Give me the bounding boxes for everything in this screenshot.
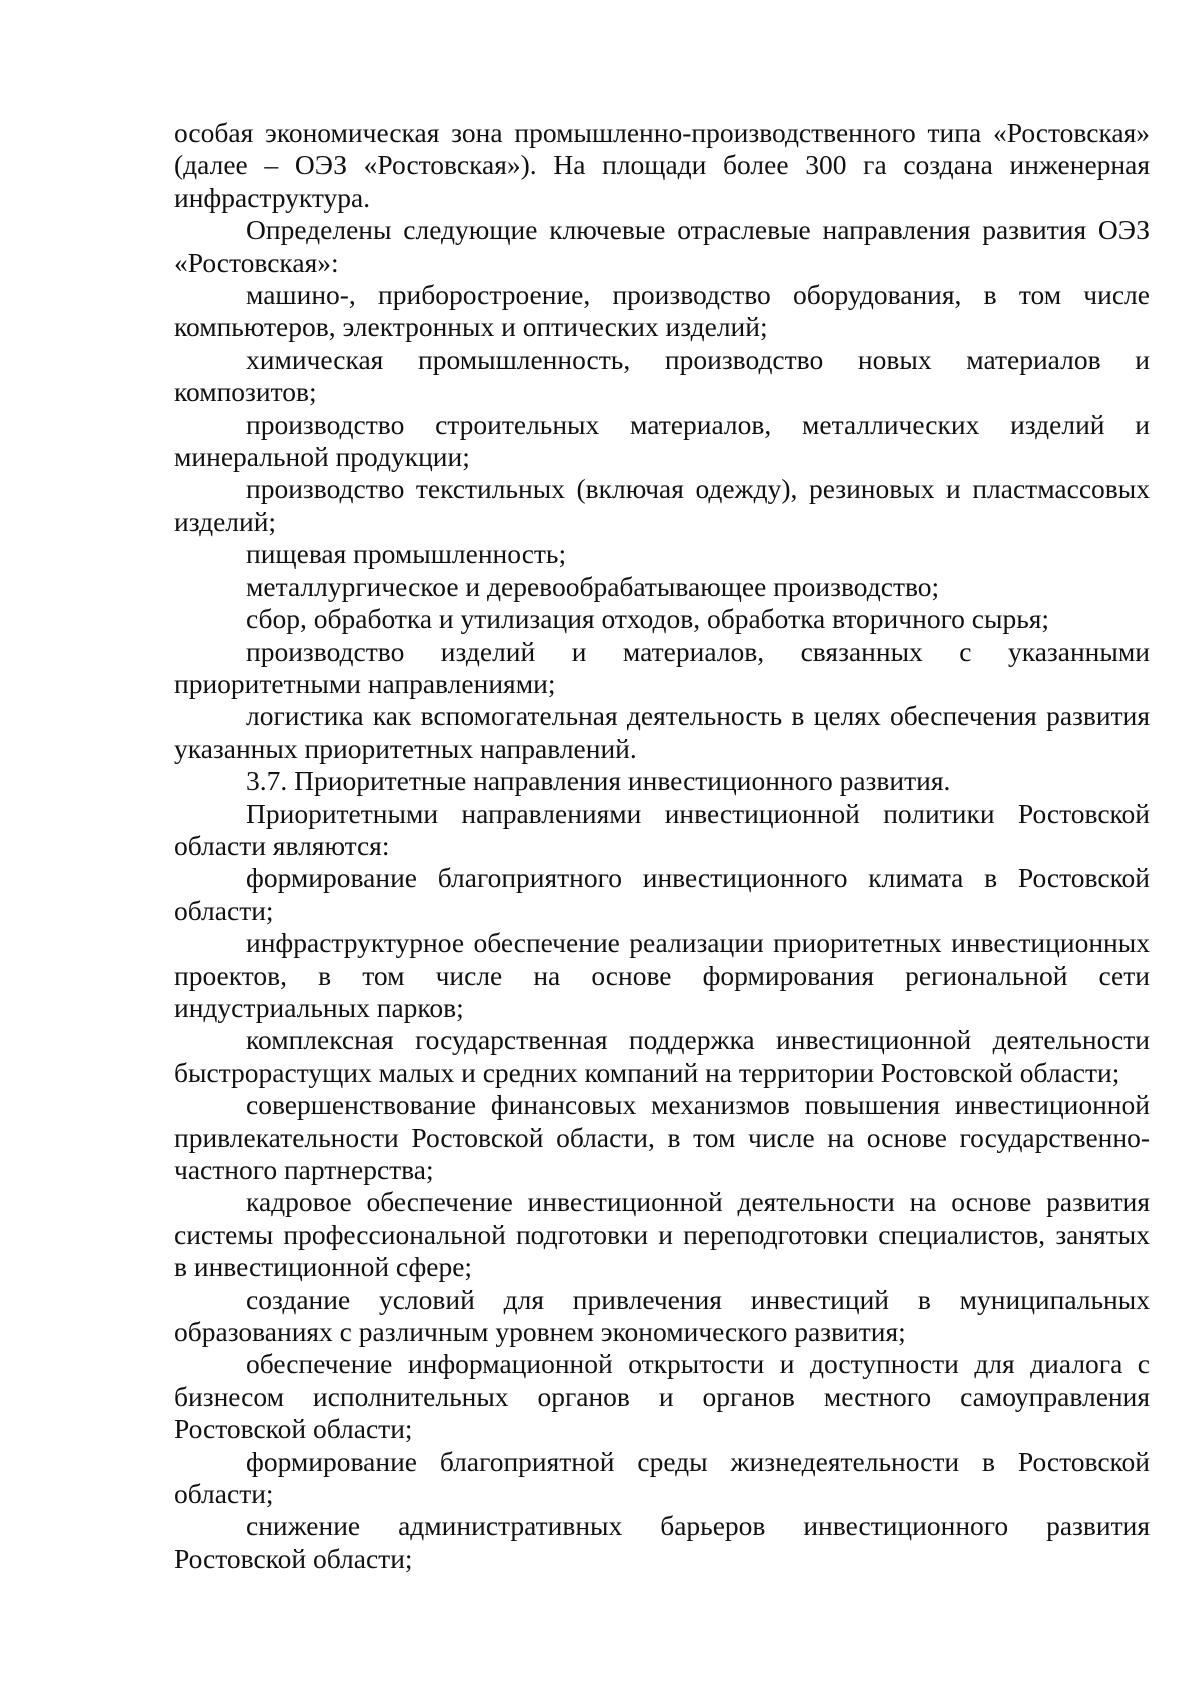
- document-body: [174, 117, 1150, 1575]
- list-item-food-industry: пищевая промышленность;: [246, 538, 567, 570]
- list-item-state-support: комплексная государственная поддержка инвестиционной деятельности быстрорастущих малых и средних компаний на территории Ростовской области;: [174, 1024, 1150, 1088]
- list-item-infrastructure: инфраструктурное обеспечение реализации приоритетных инвестиционных проектов, в том числе на основе формирования региональной сети индустриальных парков;: [174, 927, 1150, 1023]
- list-item-municipal-conditions: создание условий для привлечения инвестиций в муниципальных образованиях с различным уровнем экономического развития;: [174, 1283, 1150, 1348]
- list-item-related-products: производство изделий и материалов, связанных с указанными приоритетными направлениями;: [174, 635, 1150, 699]
- list-item-financial-mechanisms: совершенствование финансовых механизмов повышения инвестиционной привлекательности Ростовской области, в том числе на основе государственно-частного партнерства;: [174, 1089, 1150, 1185]
- list-item-waste-processing: сбор, обработка и утилизация отходов, обработка вторичного сырья;: [246, 603, 1050, 635]
- list-item-metallurgy: металлургическое и деревообрабатывающее производство;: [246, 570, 940, 602]
- list-item-information-openness: обеспечение информационной открытости и доступности для диалога с бизнесом исполнительных органов и органов местного самоуправления Ростовской области;: [174, 1348, 1150, 1445]
- list-item-investment-climate: формирование благоприятного инвестиционного климата в Ростовской области;: [174, 862, 1150, 926]
- list-item-construction-materials: производство строительных материалов, металлических изделий и минеральной продукции;: [174, 408, 1150, 473]
- paragraph-oez-directions-intro: Определены следующие ключевые отраслевые направления развития ОЭЗ «Ростовская»:: [174, 214, 1150, 278]
- section-heading-3-7: 3.7. Приоритетные направления инвестиционного развития.: [246, 765, 951, 797]
- list-item-logistics: логистика как вспомогательная деятельность в целях обеспечения развития указанных приоритетных направлений.: [174, 700, 1150, 764]
- list-item-personnel: кадровое обеспечение инвестиционной деятельности на основе развития системы профессиональной подготовки и переподготовки специалистов, занятых в инвестиционной сфере;: [174, 1186, 1150, 1283]
- list-item-administrative-barriers: снижение административных барьеров инвестиционного развития Ростовской области;: [174, 1510, 1150, 1574]
- paragraph-priorities-intro: Приоритетными направлениями инвестиционной политики Ростовской области являются:: [174, 797, 1150, 861]
- list-item-textile: производство текстильных (включая одежду), резиновых и пластмассовых изделий;: [174, 473, 1150, 537]
- paragraph-continuation: особая экономическая зона промышленно-производственного типа «Ростовская» (далее – ОЭЗ «Ростовская»). На площади более 300 га создана инженерная инфраструктура.: [174, 117, 1150, 213]
- list-item-chemical-industry: химическая промышленность, производство новых материалов и композитов;: [174, 343, 1150, 408]
- list-item-machine-building: машино-, приборостроение, производство оборудования, в том числе компьютеров, электронных и оптических изделий;: [174, 279, 1150, 343]
- list-item-living-environment: формирование благоприятной среды жизнедеятельности в Ростовской области;: [174, 1445, 1150, 1510]
